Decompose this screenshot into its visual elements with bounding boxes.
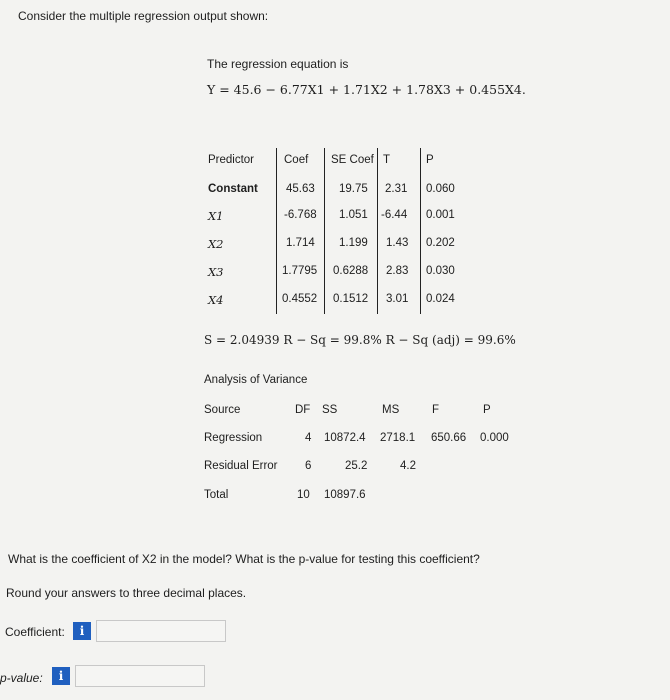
coef-divider bbox=[377, 148, 378, 314]
anova-row-ss: 10897.6 bbox=[324, 489, 366, 501]
coef-row-coef: 1.7795 bbox=[282, 265, 318, 277]
coef-row-t: 1.43 bbox=[386, 237, 409, 249]
coef-row-t: 2.31 bbox=[385, 183, 408, 195]
coef-header-secoef: SE Coef bbox=[331, 154, 374, 166]
coef-row-se: 1.051 bbox=[339, 209, 368, 221]
coef-row-p: 0.202 bbox=[426, 237, 455, 249]
coef-divider bbox=[276, 148, 277, 314]
anova-row-p: 0.000 bbox=[480, 432, 509, 444]
anova-row-source: Residual Error bbox=[204, 460, 278, 472]
anova-header-ss: SS bbox=[322, 404, 338, 416]
anova-row-ms: 4.2 bbox=[400, 460, 416, 472]
anova-row-source: Total bbox=[204, 489, 229, 501]
coef-row-coef: 0.4552 bbox=[282, 293, 318, 305]
coef-row-se: 0.1512 bbox=[333, 293, 369, 305]
regression-equation: Y = 45.6 − 6.77X1 + 1.71X2 + 1.78X3 + 0.455X4. bbox=[207, 82, 526, 97]
question-text: What is the coefficient of X2 in the model? What is the p-value for testing this coefficient? bbox=[8, 552, 480, 566]
pvalue-input[interactable] bbox=[75, 665, 205, 687]
coef-row-coef: 45.63 bbox=[286, 183, 315, 195]
coef-row-se: 19.75 bbox=[339, 183, 368, 195]
anova-header-df: DF bbox=[295, 404, 311, 416]
coefficient-label: Coefficient: bbox=[5, 625, 65, 639]
coef-row-p: 0.030 bbox=[426, 265, 455, 277]
equation-intro: The regression equation is bbox=[207, 57, 349, 71]
coefficient-input[interactable] bbox=[96, 620, 226, 642]
coef-row-predictor: X4 bbox=[208, 293, 224, 307]
coef-row-coef: -6.768 bbox=[284, 209, 317, 221]
anova-row-df: 10 bbox=[297, 489, 310, 501]
anova-row-ms: 2718.1 bbox=[380, 432, 416, 444]
anova-header-source: Source bbox=[204, 404, 241, 416]
coef-row-predictor: Constant bbox=[208, 183, 258, 195]
coef-row-predictor: X1 bbox=[208, 209, 224, 223]
coef-row-se: 0.6288 bbox=[333, 265, 369, 277]
anova-row-df: 4 bbox=[305, 432, 312, 444]
coef-row-coef: 1.714 bbox=[286, 237, 315, 249]
coef-row-t: 3.01 bbox=[386, 293, 409, 305]
coef-row-se: 1.199 bbox=[339, 237, 368, 249]
info-icon[interactable]: i bbox=[73, 622, 91, 640]
anova-header-p: P bbox=[483, 404, 491, 416]
coef-header-p: P bbox=[426, 154, 434, 166]
anova-row-ss: 25.2 bbox=[345, 460, 368, 472]
anova-table bbox=[200, 400, 530, 510]
coef-header-coef: Coef bbox=[284, 154, 309, 166]
anova-row-f: 650.66 bbox=[431, 432, 467, 444]
coef-row-p: 0.024 bbox=[426, 293, 455, 305]
anova-row-source: Regression bbox=[204, 432, 263, 444]
prompt-text: Consider the multiple regression output shown: bbox=[18, 9, 269, 23]
coef-row-t: 2.83 bbox=[386, 265, 409, 277]
coef-row-p: 0.060 bbox=[426, 183, 455, 195]
anova-row-ss: 10872.4 bbox=[324, 432, 366, 444]
anova-header-f: F bbox=[432, 404, 440, 416]
coef-header-predictor: Predictor bbox=[208, 154, 255, 166]
coef-divider bbox=[324, 148, 325, 314]
info-icon[interactable]: i bbox=[52, 667, 70, 685]
anova-header-ms: MS bbox=[382, 404, 400, 416]
coef-row-p: 0.001 bbox=[426, 209, 455, 221]
coef-row-predictor: X2 bbox=[208, 237, 224, 251]
anova-title: Analysis of Variance bbox=[204, 374, 308, 386]
model-summary: S = 2.04939 R − Sq = 99.8% R − Sq (adj) = 99.6% bbox=[204, 333, 516, 347]
instruction-text: Round your answers to three decimal places. bbox=[6, 586, 247, 600]
coef-table bbox=[200, 146, 465, 316]
coef-row-predictor: X3 bbox=[208, 265, 224, 279]
pvalue-label: p-value: bbox=[0, 671, 43, 685]
coef-row-t: -6.44 bbox=[381, 209, 408, 221]
coef-header-t: T bbox=[383, 154, 391, 166]
coef-divider bbox=[420, 148, 421, 314]
anova-row-df: 6 bbox=[305, 460, 312, 472]
